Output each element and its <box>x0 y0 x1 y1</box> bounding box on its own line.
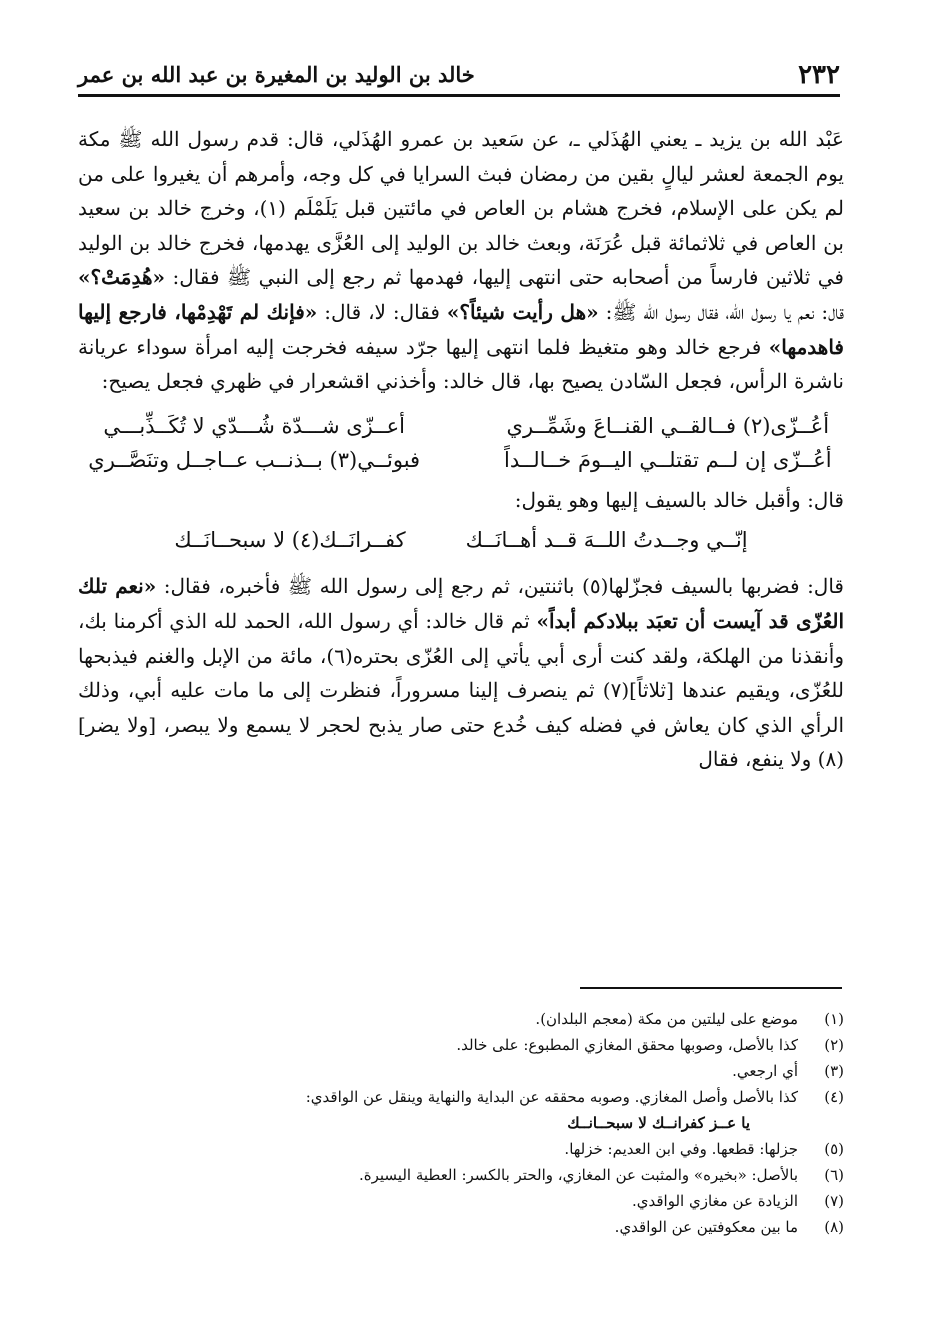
footnote-number <box>758 1110 796 1136</box>
footnote <box>160 1136 844 1162</box>
paragraph-3 <box>78 569 844 777</box>
quote-bold: «هل رأيت شيئاً؟» <box>446 299 599 324</box>
text-run: فقال: لا، قال: <box>317 299 447 324</box>
text-run: عَبْد الله بن يزيد ـ يعني الهُذَلي ـ، عن سَعيد بن عمرو الهُذَلي، قال: قدم رسول الله ﷺ مكة يوم الجمعة لعشر ليالٍ بقين من رمضان فبث السرايا في كل وجه، وأمرهم أن يغيروا على من لم يكن على الإسلام، فخرج هشام بن العاص في مائتين قبل يَلَمْلَم (١)، وخرج خالد بن سعيد بن العاص في ثلاثمائة قبل عُرَنَة، وبعث خالد بن الوليد إلى العُزَّى يهدمها، فخرج خالد بن الوليد في ثلاثين فارساً من أصحابه حتى انتهى إليها، فهدمها ثم رجع إلى النبي ﷺ فقال: <box>78 127 845 290</box>
running-title: خالد بن الوليد بن المغيرة بن عبد الله بن عمر <box>78 62 475 87</box>
footnote-text: موضع على ليلتين من مكة (معجم البلدان). <box>535 1010 798 1028</box>
footnote-divider <box>580 987 842 989</box>
quote-bold: «نعم تلك العُزّى قد آيست أن تعبَد ببلادكم أبداً» <box>78 574 844 633</box>
text-run: ثم قال خالد: أي رسول الله، الحمد لله الذي أكرمنا بك، وأنقذنا من الهلكة، ولقد كنت أرى أبي يأتي إلى العُزّى بحتره(٦)، مائة من الإبل والغنم فيذبحها للعُزّى، ويقيم عندها [ثلاثاً](٧) ثم ينصرف إلينا مسروراً، فنظرت إلى ما مات عليه أبي، وذلك الرأي الذي كان يعاش في فضله كيف خُدع حتى صار يذبح لحجر لا يسمع ولا يبصر، [ولا يضر](٨) ولا ينفع، فقال <box>78 608 844 772</box>
text-run: قال: نعم يا رسول الله، فقال رسول الله ﷺ: <box>598 299 845 324</box>
page-number: ٢٣٢ <box>798 60 840 90</box>
footnote-number: (٥) <box>824 1140 844 1158</box>
footnote <box>160 1162 844 1188</box>
footnote-number: (٨) <box>824 1218 844 1236</box>
verse-hemistich: فبوئــي(٣) بــذنــب عــاجــل وتنَصَّــري <box>88 447 421 472</box>
footnote-text: كذا بالأصل، وصوبها محقق المغازي المطبوع: على خالد. <box>456 1036 798 1054</box>
footnote <box>160 1188 844 1214</box>
footnote-number: (٢) <box>824 1036 844 1054</box>
footnote-number: (٣) <box>824 1062 844 1080</box>
verse-hemistich: أعُــزّى(٢) فــالقــي القنــاعَ وشَمِّــري <box>506 413 830 438</box>
verse-hemistich: كفــرانَــك(٤) لا سبحــانَــك <box>174 528 406 553</box>
text-run: قال: فضربها بالسيف فجزّلها(٥) باثنتين، ثم رجع إلى رسول الله ﷺ فأخبره، فقال: <box>156 574 844 599</box>
page-header <box>78 56 840 97</box>
footnote-text: ما بين معكوفتين عن الواقدي. <box>614 1218 798 1236</box>
footnote-text: بالأصل: «بخيره» والمثبت عن المغازي، والحتر بالكسر: العطية اليسيرة. <box>358 1166 798 1184</box>
footnote-number: (١) <box>824 1010 844 1028</box>
paragraph-1 <box>78 122 844 399</box>
verse-line <box>78 409 844 443</box>
footnote <box>160 1084 844 1110</box>
text-run: فرجع خالد وهو متغيظ فلما انتهى إليها جرّد سيفه فخرجت إليه امرأة سوداء عريانة ناشرة الرأس، فجعل السّادن يصيح بها، قال خالد: وأخذني اقشعرار في ظهري فجعل يصيح: <box>78 334 844 394</box>
footnote <box>160 1006 844 1032</box>
footnote-text: يا عــز كفرانــك لا سبحــانــك <box>567 1114 750 1132</box>
footnote-text: أي ارجعي. <box>732 1062 798 1080</box>
footnote-number: (٧) <box>824 1192 844 1210</box>
verse-hemistich: أعُــزّى إن لــم تقتلــي اليــومَ خــالــداً <box>504 447 832 472</box>
footnote-number: (٦) <box>824 1166 844 1184</box>
quote-bold: «فإنك لم تَهْدِمْها، فارجع إليها فاهدمها» <box>78 299 844 359</box>
footnote-text: كذا بالأصل وأصل المغازي. وصوبه محققه عن البداية والنهاية وينقل عن الواقدي: <box>305 1088 798 1106</box>
poem <box>78 409 844 477</box>
footnote <box>160 1058 844 1084</box>
footnote-verse <box>160 1110 844 1136</box>
footnote <box>160 1214 844 1240</box>
footnote-number: (٤) <box>824 1088 844 1106</box>
footnotes <box>160 1006 844 1240</box>
quote-bold: «هُدِمَتْ؟» <box>78 265 166 290</box>
verse-line <box>78 523 844 563</box>
footnote <box>160 1032 844 1058</box>
verse-line <box>78 443 844 477</box>
verse-hemistich: أعــزّى شـــدّة شُـــدّي لا تُكَــذِّبـــي <box>103 413 405 438</box>
footnote-text: الزيادة عن مغازي الواقدي. <box>631 1192 798 1210</box>
main-text <box>78 122 844 777</box>
footnote-text: جزلها: قطعها. وفي ابن العديم: خزلها. <box>564 1140 798 1158</box>
verse-hemistich: إنّــي وجــدتُ اللــهَ قــد أهــانَــك <box>465 528 748 553</box>
paragraph-2: قال: وأقبل خالد بالسيف إليها وهو يقول: <box>514 487 844 512</box>
